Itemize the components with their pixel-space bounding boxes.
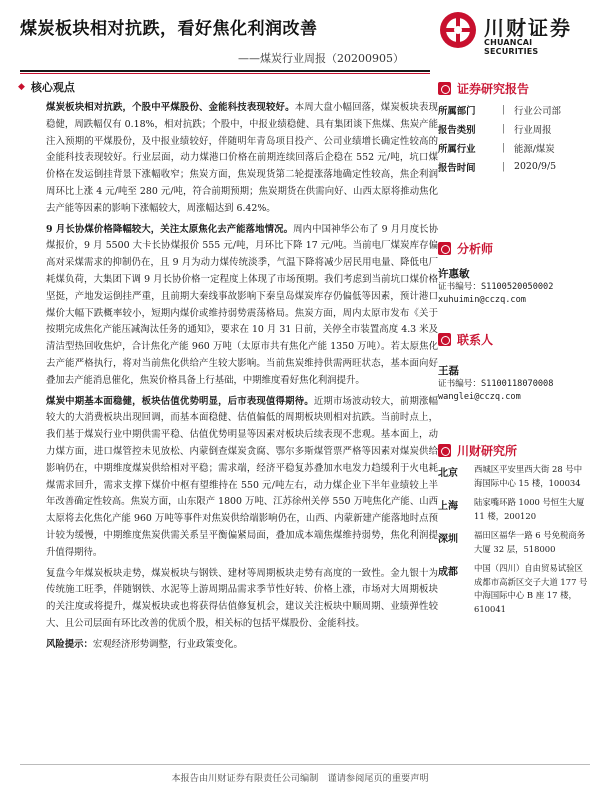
info-value: 2020/9/5 — [514, 161, 557, 172]
report-title: 煤炭板块相对抗跌，看好焦化利润改善 — [20, 19, 318, 39]
info-label: 所属部门 — [438, 105, 476, 117]
report-subtitle: ——煤炭行业周报（20200905） — [238, 52, 404, 65]
info-value: 行业周报 — [514, 124, 552, 136]
paragraph-body: 本周大盘小幅回落，煤炭板块表现稳健，周跌幅仅有 0.18%，相对抗跌；个股中，中报业绩稳健、具有集团谈下焦煤、焦炭产能注入预期的平煤股份，及中报业绩较好，伴随明年青岛项目投产、公司业绩增长确定性较高的金能科技表现较好。行业层面，动力煤港口价格在前期连续回落后企稳在 552 元/吨，坑口煤价格在发运倒挂背景下涨幅收窄；焦炭方面，焦炭现货第二轮提涨落地确定性较高，焦企利润周环比上涨 4 元/吨至 280 元/吨，符合前期预期；焦炭期货在供需向好、山西太原将推动焦化去产能等因素的影响下涨幅较大，周涨幅达到 6.42%。 — [46, 102, 438, 214]
core-view-column — [18, 78, 438, 654]
info-value: 能源/煤炭 — [514, 143, 555, 155]
core-view-paragraph — [46, 222, 438, 390]
footer-divider — [20, 764, 590, 765]
header-divider — [20, 70, 430, 72]
core-view-paragraph — [46, 100, 438, 218]
contact-name: 王磊 — [438, 365, 459, 377]
office-entry — [438, 562, 588, 616]
company-logo — [438, 10, 588, 54]
contact-cert: 证书编号：S1100118070008 — [438, 379, 554, 389]
paragraph-body: 宏观经济形势调整，行业政策变化。 — [92, 638, 243, 650]
office-city: 成都 — [438, 567, 458, 578]
office-address: 陆家嘴环路 1000 号恒生大厦 11 楼，200120 — [474, 497, 585, 521]
paragraph-body: 复盘今年煤炭板块走势，煤炭板块与钢铁、建材等周期板块走势有高度的一致性。金九银十为传统施工旺季，伴随钢铁、水泥等上游周期品需求季节性好转、价格上涨，市场对大周期板块的关注度或将提升，煤炭板块或也将获得估值修复机会，建议关注板块中顺周期、业绩弹性较大、且公司层面有环比改善的优质个股，相关标的包括平煤股份、金能科技。 — [46, 567, 438, 629]
core-view-paragraph — [46, 394, 438, 562]
info-separator: | — [502, 142, 506, 153]
report-header — [0, 0, 600, 70]
analyst-heading-label: 分析师 — [457, 241, 494, 256]
logo-english-name: CHUANCAI SECURITIES — [484, 38, 539, 56]
risk-warning-paragraph — [46, 637, 438, 654]
core-view-heading-label: 核心观点 — [30, 81, 75, 94]
chuancai-logo-icon — [438, 10, 478, 50]
office-address: 中国（四川）自由贸易试验区成都市高新区交子大道 177 号中海国际中心 B 座 17 楼，610041 — [474, 563, 588, 614]
diamond-bullet-icon: ◆ — [18, 82, 25, 92]
info-label: 报告类别 — [438, 124, 476, 136]
info-separator: | — [502, 161, 506, 172]
institute-icon — [438, 444, 451, 457]
header-divider-accent — [20, 73, 430, 74]
paragraph-lead: 9 月长协煤价格降幅较大，关注太原焦化去产能落地情况。 — [46, 223, 294, 235]
contact-heading-label: 联系人 — [457, 332, 494, 347]
info-label: 所属行业 — [438, 143, 476, 155]
contact-heading — [438, 329, 588, 349]
office-city: 深圳 — [438, 534, 458, 545]
paragraph-lead: 风险提示： — [46, 638, 93, 650]
report-info-row — [438, 119, 588, 138]
office-entry — [438, 463, 588, 490]
paragraph-body: 周内中国神华公布了 9 月月度长协煤报价，9 月 5500 大卡长协煤报价 555 元/吨，月环比下降 17 元/吨。当前电厂煤炭库存偏高对采煤需求的抑制仍在，且 9 月为动力煤传统淡季，气温下降将减少居民用电量、降低电厂耗煤负荷，大集团下调 9 月长协价格一定程度上体现了市场预期。我们考虑到当前坑口煤价格坚挺，产地发运倒挂严重，且前期大秦线事故影响下秦皇岛煤炭库存仍偏低等因素，预计港口煤价大幅下跌概率较小，短期内煤价或维持弱势震荡格局。焦炭方面，周内太原市发布《关于按期完成焦化产能压减淘汰任务的通知》，要求在 10 月 31 日前，关停全市装置高度 4.3 米及清洁型热回收焦炉，合计焦化产能 960 万吨（太原市共有焦化产能 1350 万吨）。若太原焦化去产能严格执行，将对当前焦化供给产生较大影响。当前焦炭维持供需两旺状态，基本面向好叠加去产能消息催化，焦炭价格具备上行基础，中期维度看好焦化利润提升。 — [46, 223, 438, 386]
logo-chinese-name: 川财证券 — [484, 16, 572, 40]
info-label: 报告时间 — [438, 162, 476, 174]
analyst-name: 许惠敏 — [438, 268, 470, 280]
contact-email[interactable]: wanglei@cczq.com — [438, 392, 521, 402]
report-info-row — [438, 138, 588, 157]
office-city: 北京 — [438, 468, 458, 479]
report-info-heading-label: 证券研究报告 — [457, 81, 530, 96]
contact-icon — [438, 333, 451, 346]
info-separator: | — [502, 123, 506, 134]
report-info-icon — [438, 82, 451, 95]
paragraph-body: 近期市场波动较大，前期涨幅较大的大消费板块出现回调，而基本面稳健、估值偏低的周期板块则相对抗跌。当前时点上，我们基于煤炭行业中期供需平稳、估值优势明显等因素对板块后续表现不悲观。基本面上，动力煤方面，进口煤管控未见放松、内蒙倒查煤炭贪腐、鄂尔多斯煤管票严格等因素对煤炭供给影响仍在，中期维度煤炭供给相对平稳；需求端，经济平稳复苏叠加水电发力趋缓利于火电耗煤需求回升，需求支撑下煤价中枢有望维持在 550 元/吨左右，动力煤企业下半年业绩较上半年改善确定性较高。焦炭方面，山东限产 1800 万吨、江苏徐州关停 550 万吨焦化产能、山西太原将去化焦化产能 960 万吨等事件对焦炭供给端影响仍在，山西、内蒙新建产能落地时点预计较为缓慢，中期维度焦炭供需关系呈平衡偏紧局面，叠加成本端焦煤维持弱势，焦化利润提升值得期待。 — [46, 395, 438, 558]
report-info-table — [438, 100, 588, 176]
office-entry — [438, 529, 588, 556]
core-view-paragraph — [46, 566, 438, 633]
sidebar-column — [438, 78, 588, 616]
office-entry — [438, 496, 588, 523]
core-view-heading — [18, 78, 438, 96]
analyst-icon — [438, 242, 451, 255]
info-separator: | — [502, 104, 506, 115]
report-info-row — [438, 157, 588, 176]
paragraph-lead: 煤炭板块相对抗跌，个股中平煤股份、金能科技表现较好。 — [46, 102, 295, 113]
office-city: 上海 — [438, 501, 458, 512]
office-address: 西城区平安里西大街 28 号中海国际中心 15 楼，100034 — [474, 464, 583, 488]
info-value: 行业公司部 — [514, 105, 561, 117]
analyst-heading — [438, 238, 588, 258]
page-footer: 本报告由川财证券有限责任公司编制 谨请参阅尾页的重要声明 — [171, 773, 429, 784]
report-info-row — [438, 100, 588, 119]
analyst-email[interactable]: xuhuimin@cczq.com — [438, 295, 526, 305]
report-info-heading — [438, 78, 588, 98]
institute-heading — [438, 440, 588, 460]
paragraph-lead: 煤炭中期基本面稳健，板块估值优势明显，后市表现值得期待。 — [46, 395, 314, 407]
analyst-cert: 证书编号：S1100520050002 — [438, 282, 554, 292]
institute-heading-label: 川财研究所 — [457, 443, 518, 458]
office-address: 福田区福华一路 6 号免税商务大厦 32 层，518000 — [474, 530, 586, 554]
